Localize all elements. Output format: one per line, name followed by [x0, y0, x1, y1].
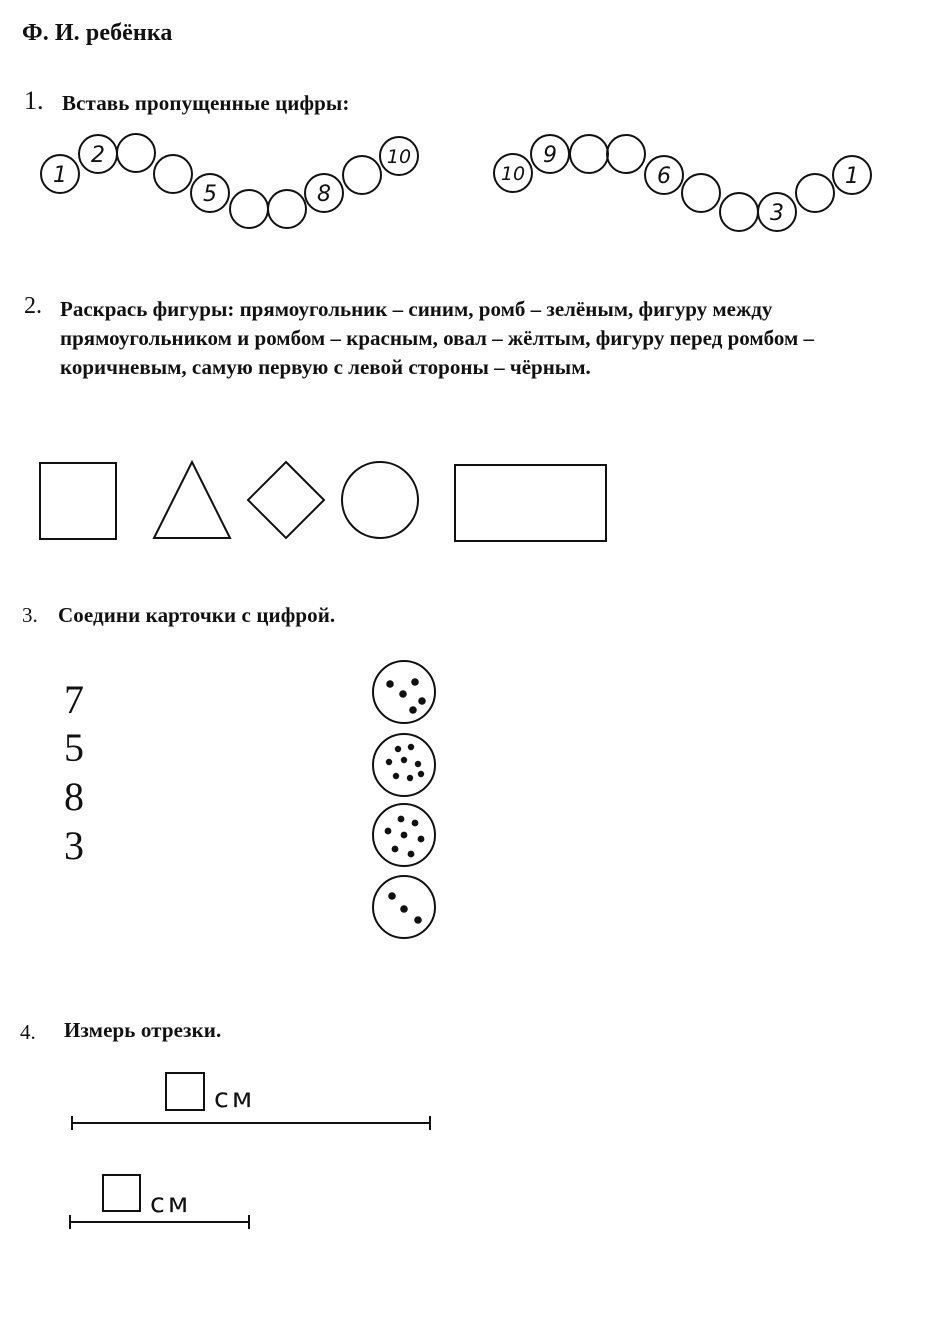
bead-digit: 1	[53, 163, 67, 188]
task-3-number: 3.	[22, 603, 38, 627]
digit-3[interactable]: 3	[64, 823, 84, 868]
answer-box-1[interactable]	[166, 1073, 204, 1110]
task-4-number: 4.	[20, 1020, 36, 1044]
unit-label-2: см	[150, 1188, 192, 1219]
task-3-text: Соедини карточки с цифрой.	[58, 603, 336, 627]
task-2-number: 2.	[24, 293, 42, 319]
task-2-text-line-2: прямоугольником и ромбом – красным, овал – жёлтым, фигуру перед ромбом –	[60, 326, 815, 350]
bead-digit: 2	[91, 143, 105, 168]
task-4-text: Измерь отрезки.	[64, 1018, 222, 1042]
answer-box-2[interactable]	[103, 1175, 140, 1211]
bead-digit: 9	[543, 143, 557, 168]
unit-label-1: см	[214, 1083, 256, 1114]
bead-digit: 10	[500, 163, 526, 185]
child-name-label: Ф. И. ребёнка	[22, 20, 173, 46]
task-2-text-line-3: коричневым, самую первую с левой стороны – чёрным.	[60, 355, 591, 379]
bead-digit: 5	[203, 182, 217, 207]
bead-digit: 3	[770, 201, 784, 226]
bead-digit: 8	[317, 182, 331, 207]
bead-digit: 1	[845, 164, 859, 189]
task-1-text: Вставь пропущенные цифры:	[62, 91, 350, 115]
bead-digit: 6	[657, 164, 671, 189]
bead-digit: 10	[386, 146, 412, 168]
digit-5[interactable]: 5	[64, 725, 84, 770]
task-1-number: 1.	[24, 86, 44, 115]
digit-8[interactable]: 8	[64, 774, 84, 819]
digit-7[interactable]: 7	[64, 677, 84, 722]
task-2-text-line-1: Раскрась фигуры: прямоугольник – синим, ромб – зелёным, фигуру между	[60, 297, 773, 321]
